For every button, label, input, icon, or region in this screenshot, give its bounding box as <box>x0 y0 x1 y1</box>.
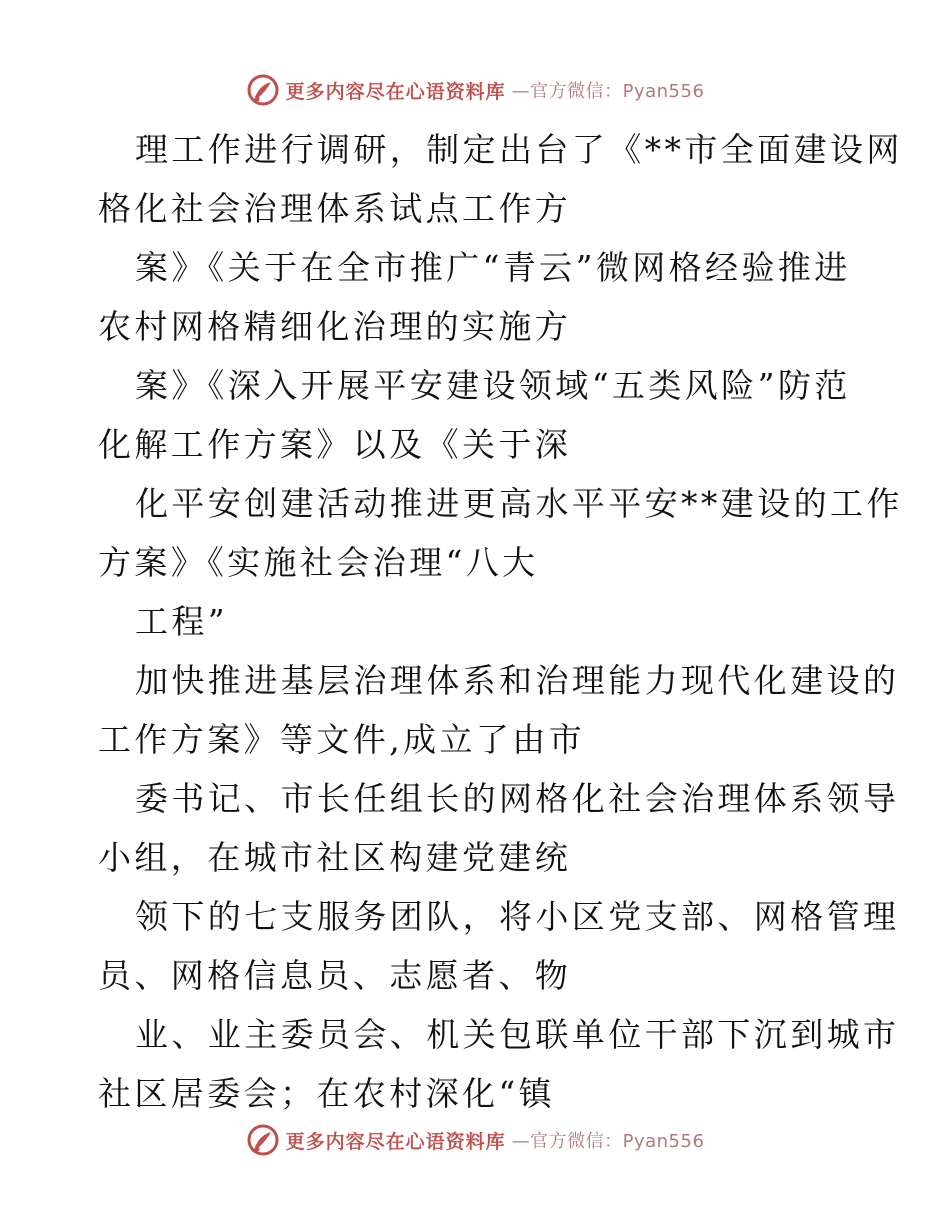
text-line: 化平安创建活动推进更高水平平安**建设的工作 <box>135 484 903 523</box>
text-line: 化解工作方案》以及《关于深 <box>98 425 572 464</box>
text-line: 业、业主委员会、机关包联单位干部下沉到城市 <box>135 1015 900 1054</box>
text-line: 委书记、市长任组长的网格化社会治理体系领导 <box>135 779 900 818</box>
text-line: 案》《深入开展平安建设领域“五类风险”防范 <box>135 366 851 405</box>
text-line: 小组，在城市社区构建党建统 <box>98 838 572 877</box>
text-line: 格化社会治理体系试点工作方 <box>98 189 572 228</box>
text-line: 工程” <box>135 602 229 641</box>
header-banner-title: 更多内容尽在心语资料库 <box>285 80 506 103</box>
text-line: 工作方案》等文件,成立了由市 <box>98 720 586 759</box>
text-line: 社区居委会；在农村深化“镇 <box>98 1074 556 1113</box>
text-line: 方案》《实施社会治理“八大 <box>98 543 539 582</box>
text-line: 员、网格信息员、志愿者、物 <box>98 956 572 995</box>
footer-banner <box>0 1120 950 1160</box>
brush-logo-icon <box>246 73 280 107</box>
footer-banner-title: 更多内容尽在心语资料库 <box>285 1130 506 1153</box>
header-banner-wechat: —官方微信：Pyan556 <box>511 81 705 102</box>
text-line: 加快推进基层治理体系和治理能力现代化建设的 <box>135 661 900 700</box>
header-banner <box>0 70 950 110</box>
text-line: 领下的七支服务团队，将小区党支部、网格管理 <box>135 897 900 936</box>
document-body <box>98 120 903 1123</box>
text-line: 案》《关于在全市推广“青云”微网格经验推进 <box>135 248 851 287</box>
text-line: 理工作进行调研，制定出台了《**市全面建设网 <box>135 130 903 169</box>
brush-logo-icon <box>246 1123 280 1157</box>
text-line: 农村网格精细化治理的实施方 <box>98 307 572 346</box>
footer-banner-wechat: —官方微信：Pyan556 <box>511 1131 705 1152</box>
